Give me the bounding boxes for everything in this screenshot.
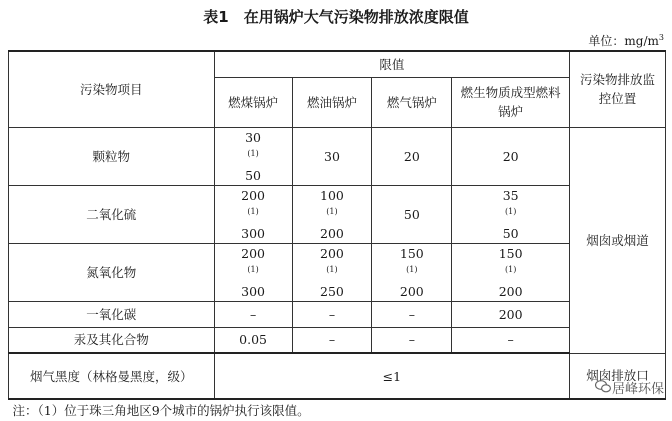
row-name: 二氧化硫 (9, 185, 215, 243)
cell: 35 $^{(1)}$ 50 (452, 185, 570, 243)
table-row (9, 327, 666, 353)
cell: – (214, 301, 292, 327)
unit-label: 单位：$mg/m^3$ (588, 33, 664, 48)
table-row (9, 127, 666, 185)
cell: 200 $^{(1)}$ 250 (292, 243, 372, 301)
header-pollutant: 污染物项目 (9, 51, 215, 127)
cell: 200 $^{(1)}$ 300 (214, 243, 292, 301)
cell: – (292, 301, 372, 327)
cell: 烟囱排放口 (570, 353, 666, 399)
emission-limit-table (8, 50, 666, 421)
cell: – (372, 301, 452, 327)
cell: 200 (452, 301, 570, 327)
row-name: 汞及其化合物 (9, 327, 215, 353)
table-row (9, 243, 666, 301)
cell: ≤1 (214, 353, 569, 399)
row-name: 氮氧化物 (9, 243, 215, 301)
table-row (9, 353, 666, 399)
cell: 200 $^{(1)}$ 300 (214, 185, 292, 243)
header-oil: 燃油锅炉 (292, 77, 372, 127)
watermark (594, 378, 664, 397)
table-row (9, 301, 666, 327)
cell: 0.05 (214, 327, 292, 353)
cell: – (452, 327, 570, 353)
row-name: 颗粒物 (9, 127, 215, 185)
header-coal: 燃煤锅炉 (214, 77, 292, 127)
wechat-icon (594, 380, 612, 397)
table-title: 表1 在用锅炉大气污染物排放浓度限值 (203, 8, 469, 26)
header-bio: 燃生物质成型燃料锅炉 (452, 77, 570, 127)
cell: 100 $^{(1)}$ 200 (292, 185, 372, 243)
watermark-text: 居峰环保 (611, 382, 664, 397)
row-name: 烟气黑度（林格曼黑度，级） (9, 353, 215, 399)
header-monitor: 污染物排放监控位置 (570, 51, 666, 127)
cell: – (372, 327, 452, 353)
table-row (9, 185, 666, 243)
cell: 50 (372, 185, 452, 243)
table-note: 注：（1）位于珠三角地区9个城市的锅炉执行该限值。 (9, 399, 666, 421)
row-name: 一氧化碳 (9, 301, 215, 327)
cell: 150 $^{(1)}$ 200 (372, 243, 452, 301)
cell: – (292, 327, 372, 353)
monitor-location: 烟囱或烟道 (570, 127, 666, 353)
header-gas: 燃气锅炉 (372, 77, 452, 127)
cell: 30 (292, 127, 372, 185)
header-limit: 限值 (214, 51, 569, 77)
cell: 20 (452, 127, 570, 185)
cell: 20 (372, 127, 452, 185)
cell: 30 $^{(1)}$ 50 (214, 127, 292, 185)
cell: 150 $^{(1)}$ 200 (452, 243, 570, 301)
